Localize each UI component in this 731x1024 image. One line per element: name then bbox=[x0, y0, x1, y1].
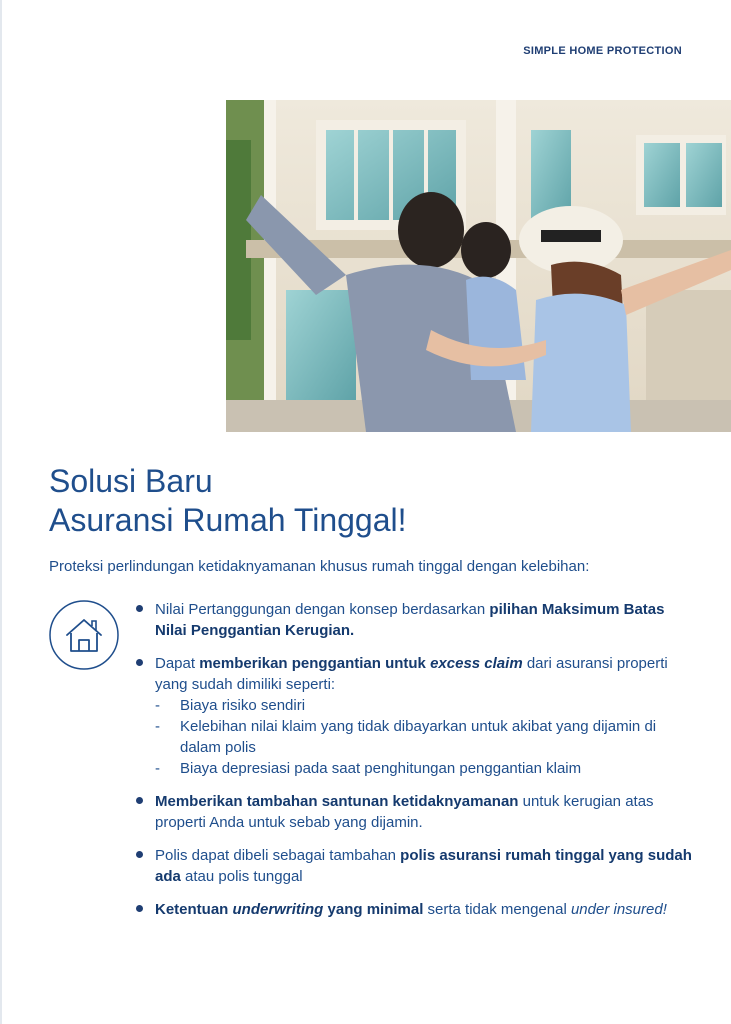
feature-text-part: Nilai Pertanggungan dengan konsep berdasarkan bbox=[155, 601, 490, 618]
sub-list-item bbox=[155, 695, 694, 716]
feature-text-part: underwriting bbox=[232, 901, 324, 918]
sub-item-text: Biaya depresiasi pada saat penghitungan penggantian klaim bbox=[180, 760, 582, 777]
feature-text-part: dari asuransi properti yang sudah dimiliki seperti: bbox=[155, 655, 668, 693]
sub-list-item bbox=[155, 716, 694, 758]
dash-marker: - bbox=[155, 760, 160, 777]
bullet-dot bbox=[136, 851, 143, 858]
sub-item-text: Biaya risiko sendiri bbox=[180, 697, 306, 714]
title-line-1: Solusi Baru bbox=[49, 463, 213, 499]
header-label: SIMPLE HOME PROTECTION bbox=[523, 45, 682, 57]
bullet-dot bbox=[136, 797, 143, 804]
intro-text: Proteksi perlindungan ketidaknyamanan khusus rumah tinggal dengan kelebihan: bbox=[49, 558, 590, 575]
feature-text-part: Polis dapat dibeli sebagai tambahan bbox=[155, 847, 401, 864]
page-title bbox=[49, 462, 407, 540]
bullet-dot bbox=[136, 905, 143, 912]
feature-text-part: pilihan Maksimum Batas Nilai Penggantian Kerugian. bbox=[155, 601, 665, 639]
bullet-dot bbox=[136, 605, 143, 612]
feature-text-part: polis asuransi rumah tinggal yang sudah ada bbox=[155, 847, 692, 885]
feature-item bbox=[134, 791, 694, 833]
family-house-photo bbox=[226, 100, 731, 432]
feature-item bbox=[134, 899, 694, 920]
feature-text-part: yang minimal bbox=[323, 901, 424, 918]
dash-marker: - bbox=[155, 718, 160, 735]
feature-text-part: serta tidak mengenal bbox=[423, 901, 571, 918]
bullet-dot bbox=[136, 659, 143, 666]
feature-text-part: Memberikan tambahan santunan ketidaknyamanan bbox=[155, 793, 519, 810]
feature-text-part: under insured! bbox=[570, 901, 667, 918]
feature-item bbox=[134, 845, 694, 887]
feature-text-part: Ketentuan bbox=[155, 901, 233, 918]
feature-text-part: untuk kerugian atas properti Anda untuk sebab yang dijamin. bbox=[155, 793, 654, 831]
dash-marker: - bbox=[155, 697, 160, 714]
feature-text-part: excess claim bbox=[430, 655, 523, 672]
sub-list bbox=[155, 695, 694, 779]
feature-text-part: memberikan penggantian untuk bbox=[199, 655, 431, 672]
sub-item-text: Kelebihan nilai klaim yang tidak dibayarkan untuk akibat yang dijamin di dalam polis bbox=[180, 718, 657, 756]
feature-item bbox=[134, 653, 694, 779]
feature-list bbox=[134, 599, 694, 932]
page-edge bbox=[0, 0, 2, 1024]
feature-text-part: atau polis tunggal bbox=[180, 868, 303, 885]
house-outline-icon bbox=[49, 600, 119, 670]
sub-list-item bbox=[155, 758, 694, 779]
feature-item bbox=[134, 599, 694, 641]
feature-text-part: Dapat bbox=[155, 655, 200, 672]
title-line-2: Asuransi Rumah Tinggal! bbox=[49, 502, 407, 538]
